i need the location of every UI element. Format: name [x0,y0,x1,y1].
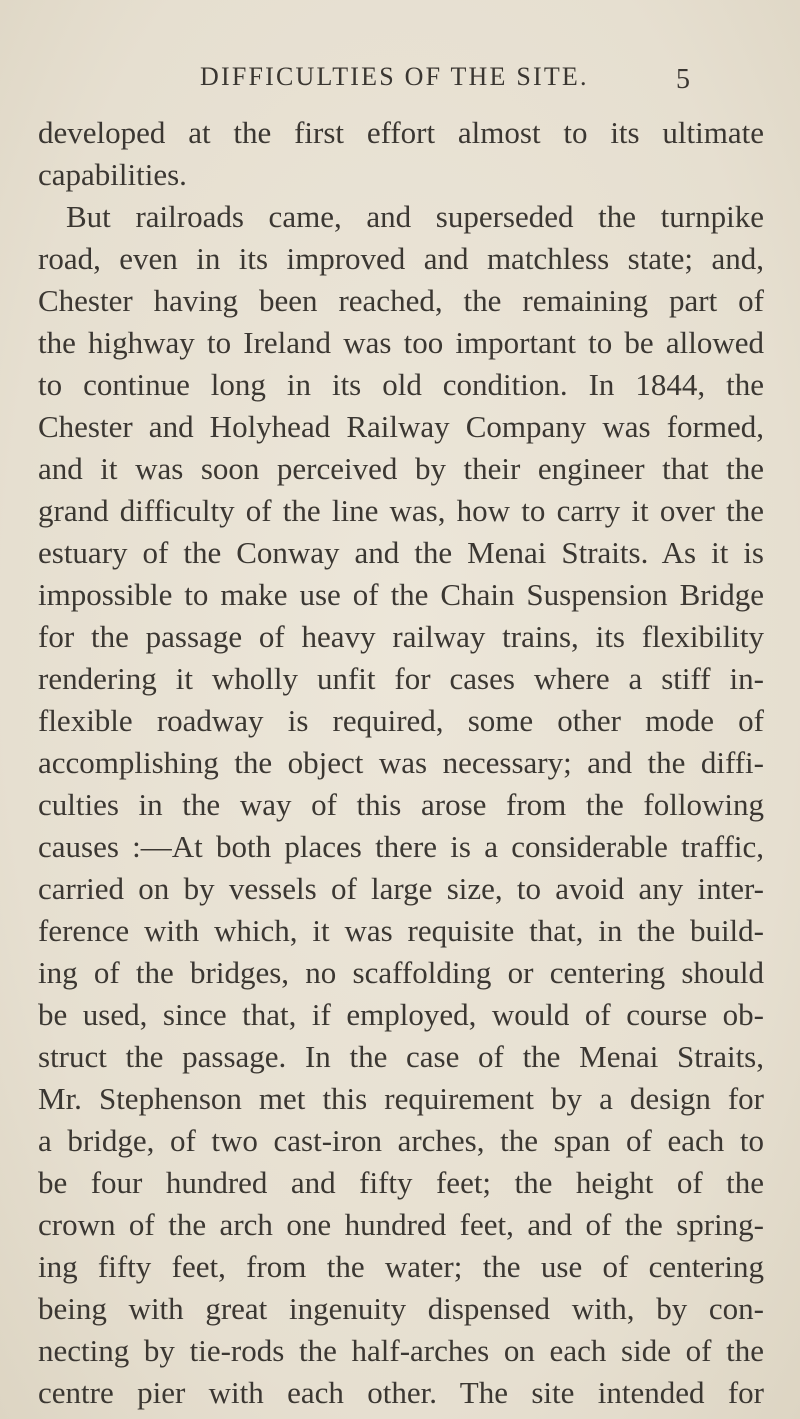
text-line: centre pier with each other. The site intended for [38,1375,764,1410]
running-title: DIFFICULTIES OF THE SITE. [200,62,589,91]
text-line: be used, since that, if employed, would of course ob- [38,997,764,1032]
text-line: developed at the first effort almost to its ultimate [38,115,764,150]
text-line: accomplishing the object was necessary; and the diffi- [38,745,764,780]
text-line: ference with which, it was requisite that, in the build- [38,913,764,948]
text-line: flexible roadway is required, some other mode of [38,703,764,738]
text-line: and it was soon perceived by their engineer that the [38,451,764,486]
text-line: for the passage of heavy railway trains, its flexibility [38,619,764,654]
text-line: the highway to Ireland was too important to be allowed [38,325,764,360]
text-line: a bridge, of two cast-iron arches, the span of each to [38,1123,764,1158]
text-line: causes :—At both places there is a considerable traffic, [38,829,764,864]
text-line: Chester having been reached, the remaining part of [38,283,764,318]
text-line: But railroads came, and superseded the turnpike [66,199,764,234]
text-line: estuary of the Conway and the Menai Straits. As it is [38,535,764,570]
text-line: ing of the bridges, no scaffolding or centering should [38,955,764,990]
text-line: be four hundred and fifty feet; the height of the [38,1165,764,1200]
text-line: grand difficulty of the line was, how to carry it over the [38,493,764,528]
text-line: Mr. Stephenson met this requirement by a design for [38,1081,764,1116]
text-line: carried on by vessels of large size, to avoid any inter- [38,871,764,906]
text-line: Chester and Holyhead Railway Company was formed, [38,409,764,444]
text-line: necting by tie-rods the half-arches on each side of the [38,1333,764,1368]
text-line: impossible to make use of the Chain Suspension Bridge [38,577,764,612]
text-line: crown of the arch one hundred feet, and of the spring- [38,1207,764,1242]
text-line: rendering it wholly unfit for cases where a stiff in- [38,661,764,696]
text-line: road, even in its improved and matchless state; and, [38,241,764,276]
text-line: capabilities. [38,157,187,192]
text-line: struct the passage. In the case of the Menai Straits, [38,1039,764,1074]
page-number: 5 [676,64,690,95]
text-line: to continue long in its old condition. In 1844, the [38,367,764,402]
text-line: ing fifty feet, from the water; the use of centering [38,1249,764,1284]
text-line: being with great ingenuity dispensed with, by con- [38,1291,764,1326]
text-line: culties in the way of this arose from the following [38,787,764,822]
